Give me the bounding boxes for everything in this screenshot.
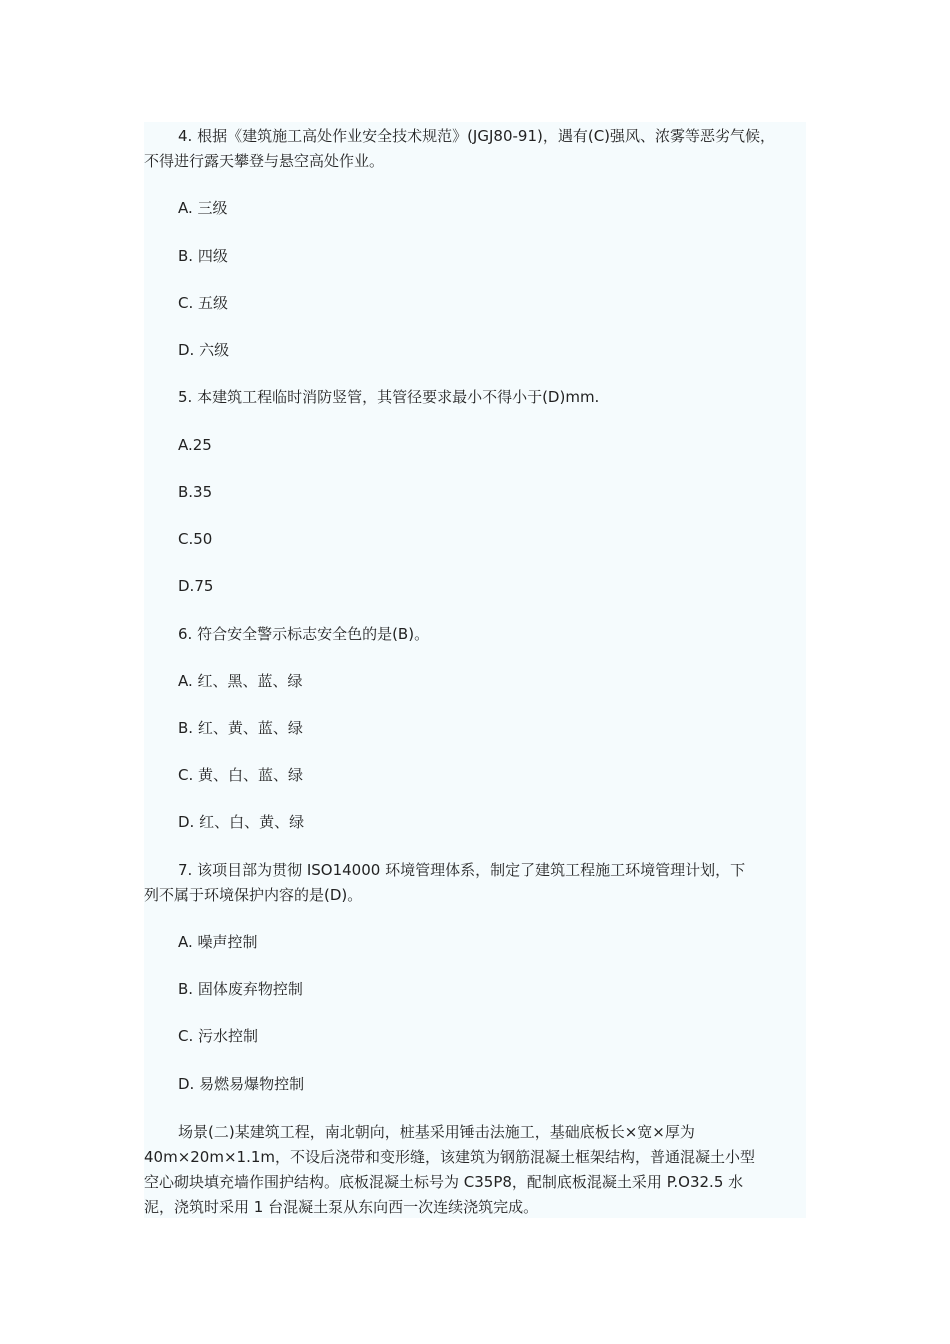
scenario-text-cont-3: 泥，浇筑时采用 1 台混凝土泵从东向西一次连续浇筑完成。 (144, 1198, 539, 1216)
question-7-option-a: A. 噪声控制 (178, 933, 258, 951)
question-7-option-d: D. 易燃易爆物控制 (178, 1075, 305, 1093)
question-6-option-c: C. 黄、白、蓝、绿 (178, 766, 304, 784)
scenario-text-cont-2: 空心砌块填充墙作围护结构。底板混凝土标号为 C35P8，配制底板混凝土采用 P.O32.5 水 (144, 1173, 744, 1191)
question-5-text: 5. 本建筑工程临时消防竖管，其管径要求最小不得小于(D)mm. (178, 388, 600, 406)
question-4-option-b: B. 四级 (178, 247, 228, 265)
question-4-text-cont: 不得进行露天攀登与悬空高处作业。 (144, 152, 385, 170)
question-6-option-d: D. 红、白、黄、绿 (178, 813, 305, 831)
question-5-option-a: A.25 (178, 436, 212, 454)
question-7-option-c: C. 污水控制 (178, 1027, 259, 1045)
question-4-option-c: C. 五级 (178, 294, 229, 312)
question-6-option-b: B. 红、黄、蓝、绿 (178, 719, 303, 737)
document-body (144, 122, 806, 1218)
question-5-option-d: D.75 (178, 577, 214, 595)
question-4-option-a: A. 三级 (178, 199, 228, 217)
scenario-text-cont-1: 40m×20m×1.1m，不设后浇带和变形缝，该建筑为钢筋混凝土框架结构，普通混凝土小型 (144, 1148, 756, 1166)
question-4-option-d: D. 六级 (178, 341, 230, 359)
question-5-option-c: C.50 (178, 530, 213, 548)
scenario-text: 场景(二)某建筑工程，南北朝向，桩基采用锤击法施工，基础底板长×宽×厚为 (178, 1123, 695, 1141)
question-6-option-a: A. 红、黑、蓝、绿 (178, 672, 303, 690)
question-7-option-b: B. 固体废弃物控制 (178, 980, 303, 998)
question-5-option-b: B.35 (178, 483, 213, 501)
question-6-text: 6. 符合安全警示标志安全色的是(B)。 (178, 625, 430, 643)
question-7-text: 7. 该项目部为贯彻 ISO14000 环境管理体系，制定了建筑工程施工环境管理计划，下 (178, 861, 746, 879)
question-7-text-cont: 列不属于环境保护内容的是(D)。 (144, 886, 363, 904)
question-4-text: 4. 根据《建筑施工高处作业安全技术规范》(JGJ80-91)，遇有(C)强风、浓雾等恶劣气候， (178, 127, 776, 145)
